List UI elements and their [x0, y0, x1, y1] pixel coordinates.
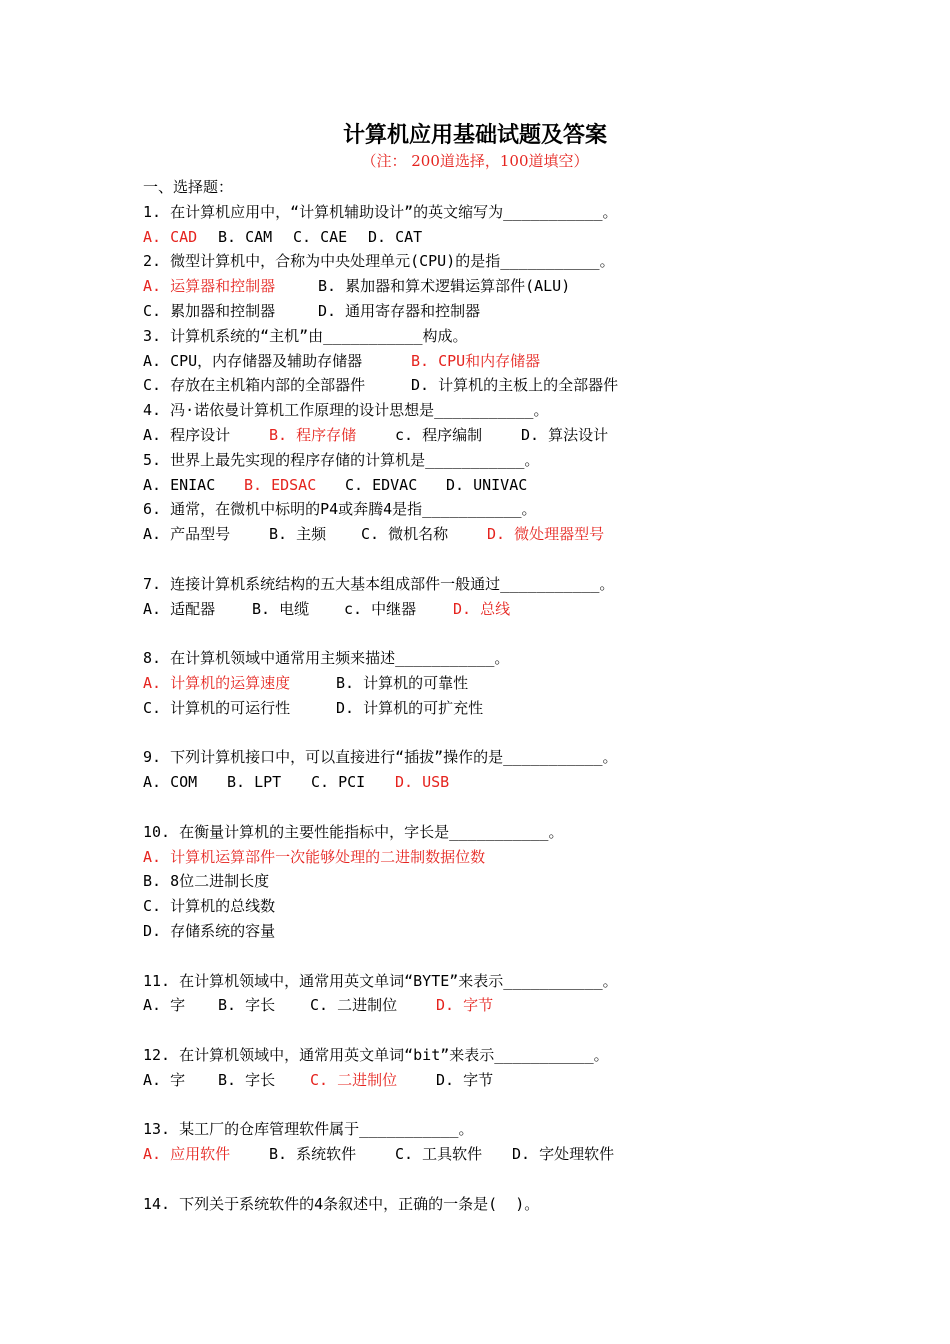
option-row	[143, 1068, 923, 1093]
answer-option: c. 中继器	[344, 599, 417, 618]
document-note: （注： 200道选择，100道填空）	[361, 152, 589, 170]
answer-option: B. 累加器和算术逻辑运算部件(ALU)	[318, 277, 571, 296]
question-text: 6. 通常，在微机中标明的P4或奔腾4是指___________。	[143, 500, 537, 519]
blank-line	[143, 795, 923, 820]
answer-option: C. PCI	[311, 773, 366, 792]
option-row	[143, 993, 923, 1018]
option-row	[143, 473, 923, 498]
answer-option: C. EDVAC	[345, 475, 418, 494]
answer-option: D. 存储系统的容量	[143, 921, 276, 940]
question-text: 2. 微型计算机中，合称为中央处理单元(CPU)的是指___________。	[143, 252, 615, 271]
question-text: 3. 计算机系统的“主机”由___________构成。	[143, 326, 468, 345]
answer-option: C. 计算机的可运行性	[143, 698, 291, 717]
question-text: 14. 下列关于系统软件的4条叙述中，正确的一条是( )。	[143, 1194, 540, 1213]
answer-option: C. 二进制位	[310, 996, 398, 1015]
correct-answer-option: D. 字节	[436, 996, 494, 1015]
answer-option: C. 微机名称	[361, 525, 449, 544]
correct-answer-option: A. 应用软件	[143, 1145, 231, 1164]
question-text: 13. 某工厂的仓库管理软件属于___________。	[143, 1120, 474, 1139]
answer-option: D. UNIVAC	[446, 475, 528, 494]
blank-line	[143, 721, 923, 746]
option-row	[143, 597, 923, 622]
question-text: 1. 在计算机应用中，“计算机辅助设计”的英文缩写为___________。	[143, 202, 618, 221]
option-row	[143, 919, 923, 944]
question-text: 9. 下列计算机接口中，可以直接进行“插拔”操作的是___________。	[143, 748, 618, 767]
option-row	[143, 349, 923, 374]
option-row	[143, 274, 923, 299]
question-text: 10. 在衡量计算机的主要性能指标中，字长是___________。	[143, 822, 564, 841]
answer-option: A. 程序设计	[143, 425, 231, 444]
answer-option: B. 8位二进制长度	[143, 872, 270, 891]
blank-line	[143, 621, 923, 646]
answer-option: D. 通用寄存器和控制器	[318, 301, 481, 320]
option-row	[143, 845, 923, 870]
answer-option: D. CAT	[368, 227, 423, 246]
answer-option: A. 字	[143, 996, 186, 1015]
answer-option: A. 产品型号	[143, 525, 231, 544]
answer-option: A. CPU，内存储器及辅助存储器	[143, 351, 363, 370]
answer-option: D. 计算机的主板上的全部器件	[411, 376, 619, 395]
answer-option: A. 适配器	[143, 599, 216, 618]
option-row	[143, 299, 923, 324]
question-text: 7. 连接计算机系统结构的五大基本组成部件一般通过___________。	[143, 574, 615, 593]
correct-answer-option: A. 计算机的运算速度	[143, 673, 291, 692]
answer-option: c. 程序编制	[395, 425, 483, 444]
answer-option: D. 算法设计	[521, 425, 609, 444]
question-text: 5. 世界上最先实现的程序存储的计算机是___________。	[143, 450, 540, 469]
option-row	[143, 869, 923, 894]
option-row	[143, 373, 923, 398]
question-text: 8. 在计算机领域中通常用主频来描述___________。	[143, 649, 510, 668]
answer-option: B. 字长	[218, 1070, 276, 1089]
correct-answer-option: B. CPU和内存储器	[411, 351, 541, 370]
blank-line	[143, 1018, 923, 1043]
answer-option: B. 系统软件	[269, 1145, 357, 1164]
correct-answer-option: B. EDSAC	[244, 475, 317, 494]
option-row	[143, 671, 923, 696]
answer-option: A. COM	[143, 773, 198, 792]
question-list	[143, 175, 923, 1216]
correct-answer-option: D. 微处理器型号	[487, 525, 605, 544]
option-row	[143, 522, 923, 547]
answer-option: B. 字长	[218, 996, 276, 1015]
answer-option: C. 计算机的总线数	[143, 897, 276, 916]
answer-option: B. 主频	[269, 525, 327, 544]
section-heading: 一、选择题：	[143, 178, 234, 196]
option-row	[143, 696, 923, 721]
blank-line	[143, 1092, 923, 1117]
option-row	[143, 1142, 923, 1167]
option-row	[143, 423, 923, 448]
correct-answer-option: C. 二进制位	[310, 1070, 398, 1089]
answer-option: B. 计算机的可靠性	[336, 673, 469, 692]
correct-answer-option: B. 程序存储	[269, 425, 357, 444]
option-row	[143, 225, 923, 250]
answer-option: D. 字节	[436, 1070, 494, 1089]
correct-answer-option: D. 总线	[453, 599, 511, 618]
document-title: 计算机应用基础试题及答案	[342, 122, 607, 148]
answer-option: B. 电缆	[252, 599, 310, 618]
option-row	[143, 770, 923, 795]
answer-option: D. 计算机的可扩充性	[336, 698, 484, 717]
answer-option: C. 工具软件	[395, 1145, 483, 1164]
question-text: 4. 冯·诺依曼计算机工作原理的设计思想是___________。	[143, 401, 549, 420]
blank-line	[143, 1167, 923, 1192]
option-row	[143, 894, 923, 919]
answer-option: A. 字	[143, 1070, 186, 1089]
blank-line	[143, 547, 923, 572]
answer-option: A. ENIAC	[143, 475, 216, 494]
answer-option: C. CAE	[293, 227, 348, 246]
correct-answer-option: A. 计算机运算部件一次能够处理的二进制数据位数	[143, 847, 486, 866]
answer-option: C. 累加器和控制器	[143, 301, 276, 320]
question-text: 11. 在计算机领域中，通常用英文单词“BYTE”来表示___________。	[143, 971, 618, 990]
blank-line	[143, 944, 923, 969]
correct-answer-option: A. 运算器和控制器	[143, 277, 276, 296]
correct-answer-option: D. USB	[395, 773, 450, 792]
question-text: 12. 在计算机领域中，通常用英文单词“bit”来表示___________。	[143, 1045, 609, 1064]
answer-option: B. LPT	[227, 773, 282, 792]
answer-option: D. 字处理软件	[512, 1145, 615, 1164]
correct-answer-option: A. CAD	[143, 227, 198, 246]
answer-option: C. 存放在主机箱内部的全部器件	[143, 376, 366, 395]
answer-option: B. CAM	[218, 227, 273, 246]
